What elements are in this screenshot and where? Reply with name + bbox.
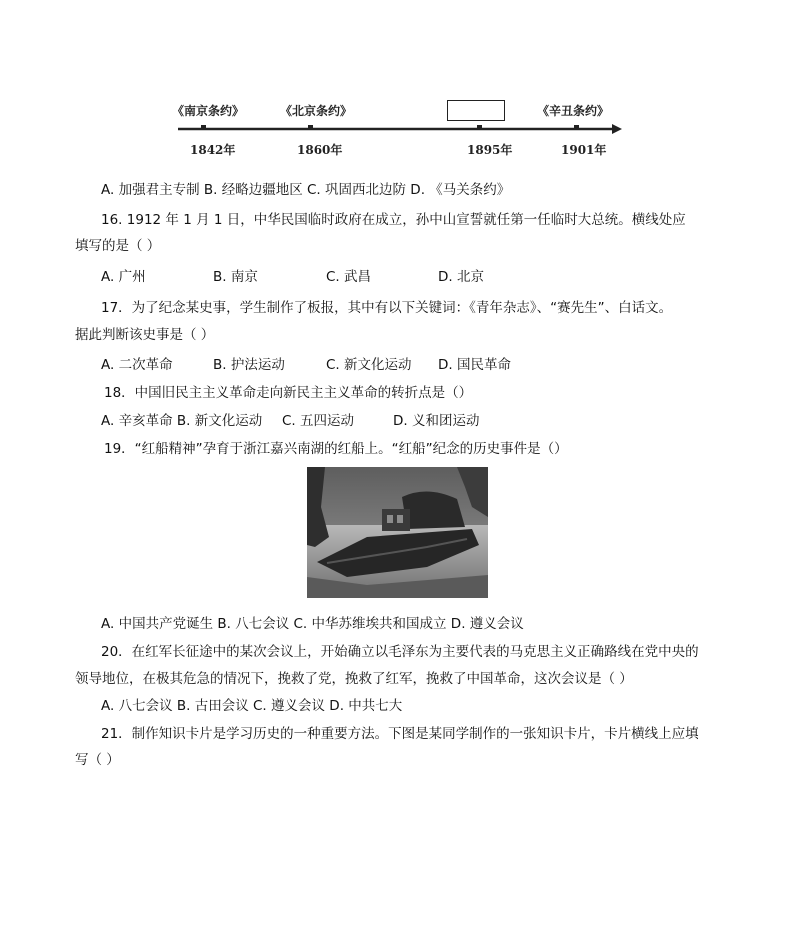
timeline-year: 1842年 <box>190 143 236 157</box>
q21-stem-line2: 写（ ） <box>75 752 120 768</box>
q19-stem: 19．“红船精神”孕育于浙江嘉兴南湖的红船上。“红船”纪念的历史事件是（） <box>104 441 568 457</box>
q18-option-ab: A. 辛亥革命 B. 新文化运动 <box>101 413 263 429</box>
q20-options: A. 八七会议 B. 古田会议 C. 遵义会议 D. 中共七大 <box>101 698 403 714</box>
q18-option-d: D. 义和团运动 <box>393 413 480 429</box>
q20-stem-line1: 20．在红军长征途中的某次会议上，开始确立以毛泽东为主要代表的马克思主义正确路线在党中央的 <box>101 644 699 660</box>
q18-option-c: C. 五四运动 <box>282 413 355 429</box>
q17-option-a: A. 二次革命 <box>101 357 173 373</box>
q16-option-d: D. 北京 <box>438 269 484 285</box>
q16-stem-line1: 16. 1912 年 1 月 1 日，中华民国临时政府在成立，孙中山宣誓就任第一任临时大总统。横线处应 <box>101 212 686 228</box>
timeline-event-label: 《南京条约》 <box>172 104 245 118</box>
q19-options: A. 中国共产党诞生 B. 八七会议 C. 中华苏维埃共和国成立 D. 遵义会议 <box>101 616 524 632</box>
red-boat-photo-drawing <box>307 467 488 598</box>
q16-option-a: A. 广州 <box>101 269 146 285</box>
timeline-year: 1860年 <box>297 143 343 157</box>
q21-stem-line1: 21．制作知识卡片是学习历史的一种重要方法。下图是某同学制作的一张知识卡片，卡片横线上应填 <box>101 726 699 742</box>
q17-option-d: D. 国民革命 <box>438 357 511 373</box>
timeline-year: 1895年 <box>467 143 513 157</box>
q16-option-b: B. 南京 <box>213 269 258 285</box>
red-boat-photo <box>307 467 488 598</box>
q16-option-c: C. 武昌 <box>326 269 372 285</box>
timeline-blank-box <box>447 100 505 121</box>
timeline-event-label: 《北京条约》 <box>280 104 353 118</box>
q17-option-c: C. 新文化运动 <box>326 357 412 373</box>
q15-options: A. 加强君主专制 B. 经略边疆地区 C. 巩固西北边防 D. 《马关条约》 <box>101 182 511 198</box>
q17-option-b: B. 护法运动 <box>213 357 285 373</box>
timeline-event-label: 《辛丑条约》 <box>537 104 610 118</box>
q18-stem: 18．中国旧民主主义革命走向新民主主义革命的转折点是（） <box>104 385 473 401</box>
timeline-axis <box>170 120 625 140</box>
q20-stem-line2: 领导地位，在极其危急的情况下，挽救了党，挽救了红军，挽救了中国革命，这次会议是（ ） <box>75 671 633 687</box>
timeline-year: 1901年 <box>561 143 607 157</box>
q16-stem-line2: 填写的是（ ） <box>75 238 161 254</box>
q17-stem-line1: 17．为了纪念某史事，学生制作了板报，其中有以下关键词：《青年杂志》、“赛先生”、白话文。 <box>101 300 673 316</box>
q17-stem-line2: 据此判断该史事是（ ） <box>75 327 215 343</box>
